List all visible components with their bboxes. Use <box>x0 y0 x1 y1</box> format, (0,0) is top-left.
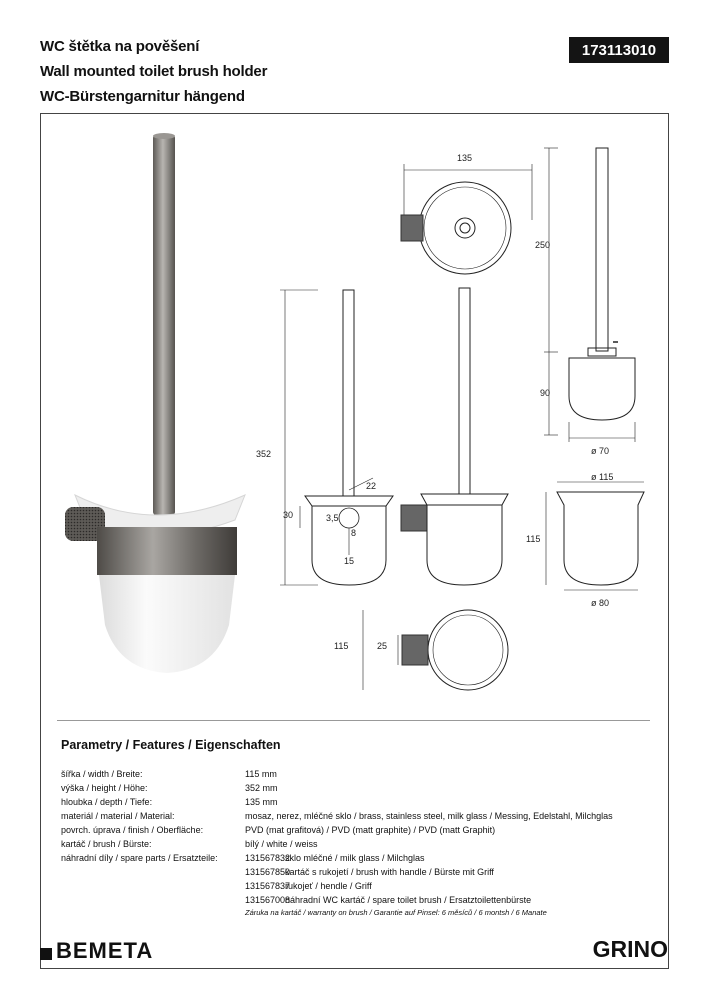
dim-mount-height: 30 <box>283 510 294 520</box>
series-name: GRINO <box>592 936 668 962</box>
front-glass-drawing <box>427 505 502 585</box>
spec-row-brush <box>61 837 613 851</box>
spare-part-desc: rukojeť / hendle / Griff <box>285 881 372 891</box>
product-code-badge: 173113010 <box>569 37 669 63</box>
section-divider <box>57 720 650 721</box>
glass-drawing <box>557 492 644 585</box>
spare-part-number: 131567832 <box>245 853 291 863</box>
specs-table <box>61 767 613 918</box>
metal-ring <box>97 527 237 575</box>
product-photo <box>55 125 255 685</box>
warranty-note: Záruka na kartáč / warranty on brush / Garantie auf Pinsel: 6 měsíců / 6 montsh / 6 Manate <box>245 908 547 917</box>
spare-part-number: 131567837 <box>245 881 291 891</box>
milk-glass <box>99 575 235 673</box>
spec-value: 115 mm <box>245 769 277 779</box>
dim-brush-head-height: 90 <box>540 388 551 398</box>
spec-label: hloubka / depth / Tiefe: <box>61 797 153 807</box>
technical-drawing <box>258 130 668 705</box>
spec-row-width <box>61 767 613 781</box>
front-rod-drawing <box>459 288 470 494</box>
spec-label: šířka / width / Breite: <box>61 769 143 779</box>
dim-overall-height: 352 <box>256 449 272 459</box>
spare-part-row <box>245 879 613 893</box>
spare-part-desc: kartáč s rukojetí / brush with handle / Bürste mit Griff <box>285 867 494 877</box>
spare-part-desc: náhradní WC kartáč / spare toilet brush / Ersatztoilettenbürste <box>285 895 532 905</box>
side-rod-drawing <box>343 290 354 496</box>
brush-rod <box>153 135 175 515</box>
bottom-view-circle <box>428 610 508 690</box>
spare-part-desc: sklo mléčné / milk glass / Milchglas <box>285 853 425 863</box>
brand-logo <box>40 938 153 964</box>
dim-glass-top-dia: ø 115 <box>591 472 614 482</box>
features-heading: Parametry / Features / Eigenschaften <box>61 738 281 752</box>
spare-part-row <box>245 893 613 907</box>
top-view-circle <box>419 182 511 274</box>
dim-brush-length: 250 <box>535 240 551 250</box>
spec-label: kartáč / brush / Bürste: <box>61 839 152 849</box>
logo-square-icon <box>40 948 52 960</box>
spare-part-row <box>245 865 613 879</box>
spare-part-first <box>245 851 425 865</box>
spec-label: materiál / material / Material: <box>61 811 175 821</box>
title-en: Wall mounted toilet brush holder <box>40 63 268 80</box>
brush-head-drawing <box>569 358 635 420</box>
brand-name: BEMETA <box>56 938 154 963</box>
spec-value: PVD (mat grafitová) / PVD (matt graphite) / PVD (matt Graphit) <box>245 825 496 835</box>
dim-glass-bottom-dia: ø 80 <box>591 598 610 608</box>
title-cz: WC štětka na pověšení <box>40 38 200 55</box>
spec-row-spare-parts <box>61 851 613 865</box>
spec-row-material <box>61 809 613 823</box>
dim-screw-c: 8 <box>351 528 357 538</box>
dim-brush-head-dia: ø 70 <box>591 446 610 456</box>
spec-row-depth <box>61 795 613 809</box>
dim-top-width: 135 <box>457 153 473 163</box>
spare-part-number: 131567850 <box>245 867 291 877</box>
spec-label: náhradní díly / spare parts / Ersatzteile: <box>61 853 218 863</box>
brush-handle-drawing <box>596 148 608 351</box>
spec-value: 135 mm <box>245 797 278 807</box>
dim-depth: 115 <box>334 641 349 651</box>
spec-value: bílý / white / weiss <box>245 839 318 849</box>
spec-row-finish <box>61 823 613 837</box>
dim-screw-d: 15 <box>344 556 355 566</box>
spec-value: mosaz, nerez, mléčné sklo / brass, stainless steel, milk glass / Messing, Edelstahl, Milchglas <box>245 811 613 821</box>
spec-label: povrch. úprava / finish / Oberfläche: <box>61 825 204 835</box>
spec-row-height <box>61 781 613 795</box>
title-de: WC-Bürstengarnitur hängend <box>40 88 245 105</box>
spec-value: 352 mm <box>245 783 278 793</box>
dim-screw-a: 3,5 <box>326 513 339 523</box>
dim-glass-height: 115 <box>526 534 541 544</box>
spare-part-number: 131567008 <box>245 895 291 905</box>
dim-bracket: 25 <box>377 641 388 651</box>
dim-screw-b: 22 <box>366 481 377 491</box>
spec-label: výška / height / Höhe: <box>61 783 148 793</box>
